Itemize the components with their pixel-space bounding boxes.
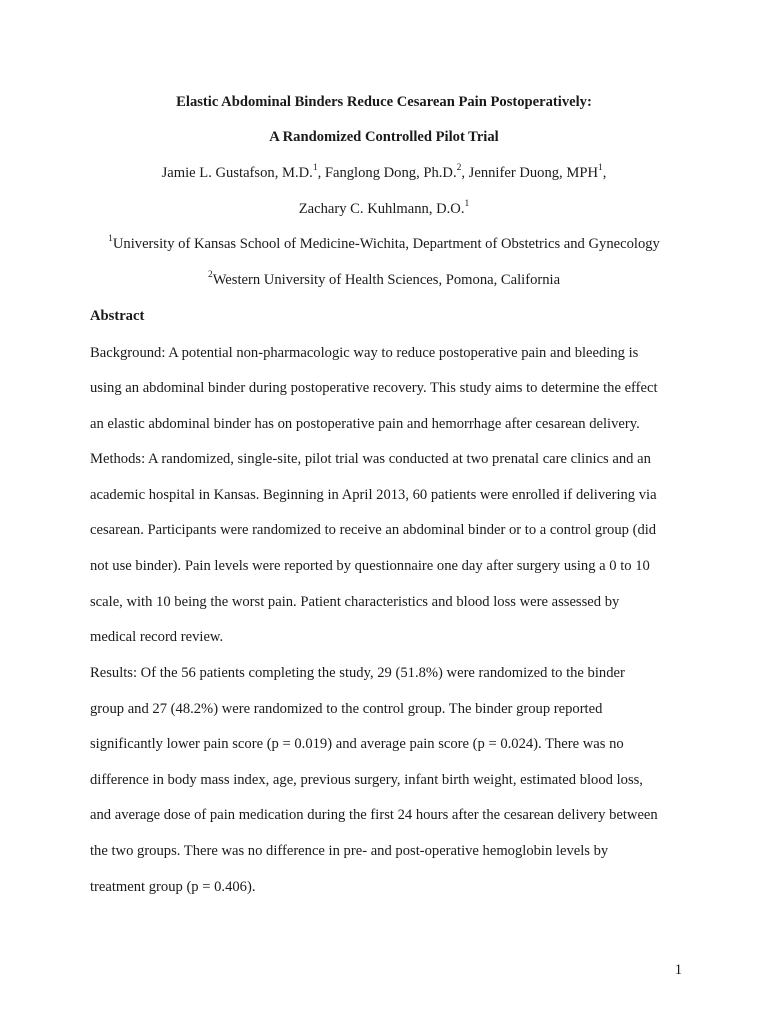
author-name: , Fanglong Dong, Ph.D. [317, 165, 457, 181]
abstract-line: using an abdominal binder during postoperative recovery. This study aims to determine the effect [90, 380, 658, 396]
abstract-line: an elastic abdominal binder has on postoperative pain and hemorrhage after cesarean delivery. [90, 416, 640, 432]
affiliation-text: Western University of Health Sciences, Pomona, California [212, 272, 561, 288]
abstract-line: cesarean. Participants were randomized to receive an abdominal binder or to a control group (did [90, 522, 657, 538]
abstract-line: and average dose of pain medication during the first 24 hours after the cesarean delivery between [90, 807, 658, 823]
abstract-line: Methods: A randomized, single-site, pilot trial was conducted at two prenatal care clinics and an [90, 451, 651, 467]
affiliation-marker: 1 [597, 163, 603, 174]
author-separator: , [602, 165, 607, 181]
affiliation-marker: 1 [312, 163, 318, 174]
affiliation-text: University of Kansas School of Medicine-Wichita, Department of Obstetrics and Gynecology [112, 236, 660, 252]
affiliation-marker: 1 [464, 199, 470, 210]
abstract-line: Results: Of the 56 patients completing the study, 29 (51.8%) were randomized to the binder [90, 665, 625, 681]
author-name: Zachary C. Kuhlmann, D.O. [298, 201, 465, 217]
abstract-line: academic hospital in Kansas. Beginning in April 2013, 60 patients were enrolled if delivering via [90, 487, 657, 503]
author-name: Jamie L. Gustafson, M.D. [161, 165, 313, 181]
affiliation-1 [0, 235, 768, 253]
affiliation-2 [0, 271, 768, 289]
affiliation-marker: 2 [456, 163, 462, 174]
affiliation-marker: 1 [108, 234, 113, 245]
abstract-line: difference in body mass index, age, previous surgery, infant birth weight, estimated blood loss, [90, 772, 643, 788]
abstract-line: medical record review. [90, 629, 224, 645]
title-line-2: A Randomized Controlled Pilot Trial [269, 129, 499, 145]
abstract-line: significantly lower pain score (p = 0.019) and average pain score (p = 0.024). There was no [90, 736, 624, 752]
abstract-line: Background: A potential non-pharmacologic way to reduce postoperative pain and bleeding is [90, 345, 639, 361]
abstract-heading: Abstract [90, 308, 145, 324]
title-line-1: Elastic Abdominal Binders Reduce Cesarean Pain Postoperatively: [176, 94, 592, 110]
abstract-line: scale, with 10 being the worst pain. Patient characteristics and blood loss were assessed by [90, 594, 620, 610]
abstract-line: treatment group (p = 0.406). [90, 879, 256, 895]
authors-line-1 [0, 164, 768, 182]
author-name: , Jennifer Duong, MPH [461, 165, 598, 181]
authors-line-2 [0, 200, 768, 218]
abstract-line: the two groups. There was no difference in pre- and post-operative hemoglobin levels by [90, 843, 609, 859]
abstract-line: not use binder). Pain levels were reported by questionnaire one day after surgery using a 0 to 10 [90, 558, 650, 574]
abstract-line: group and 27 (48.2%) were randomized to the control group. The binder group reported [90, 701, 603, 717]
page-number: 1 [674, 962, 682, 978]
affiliation-marker: 2 [207, 270, 213, 281]
